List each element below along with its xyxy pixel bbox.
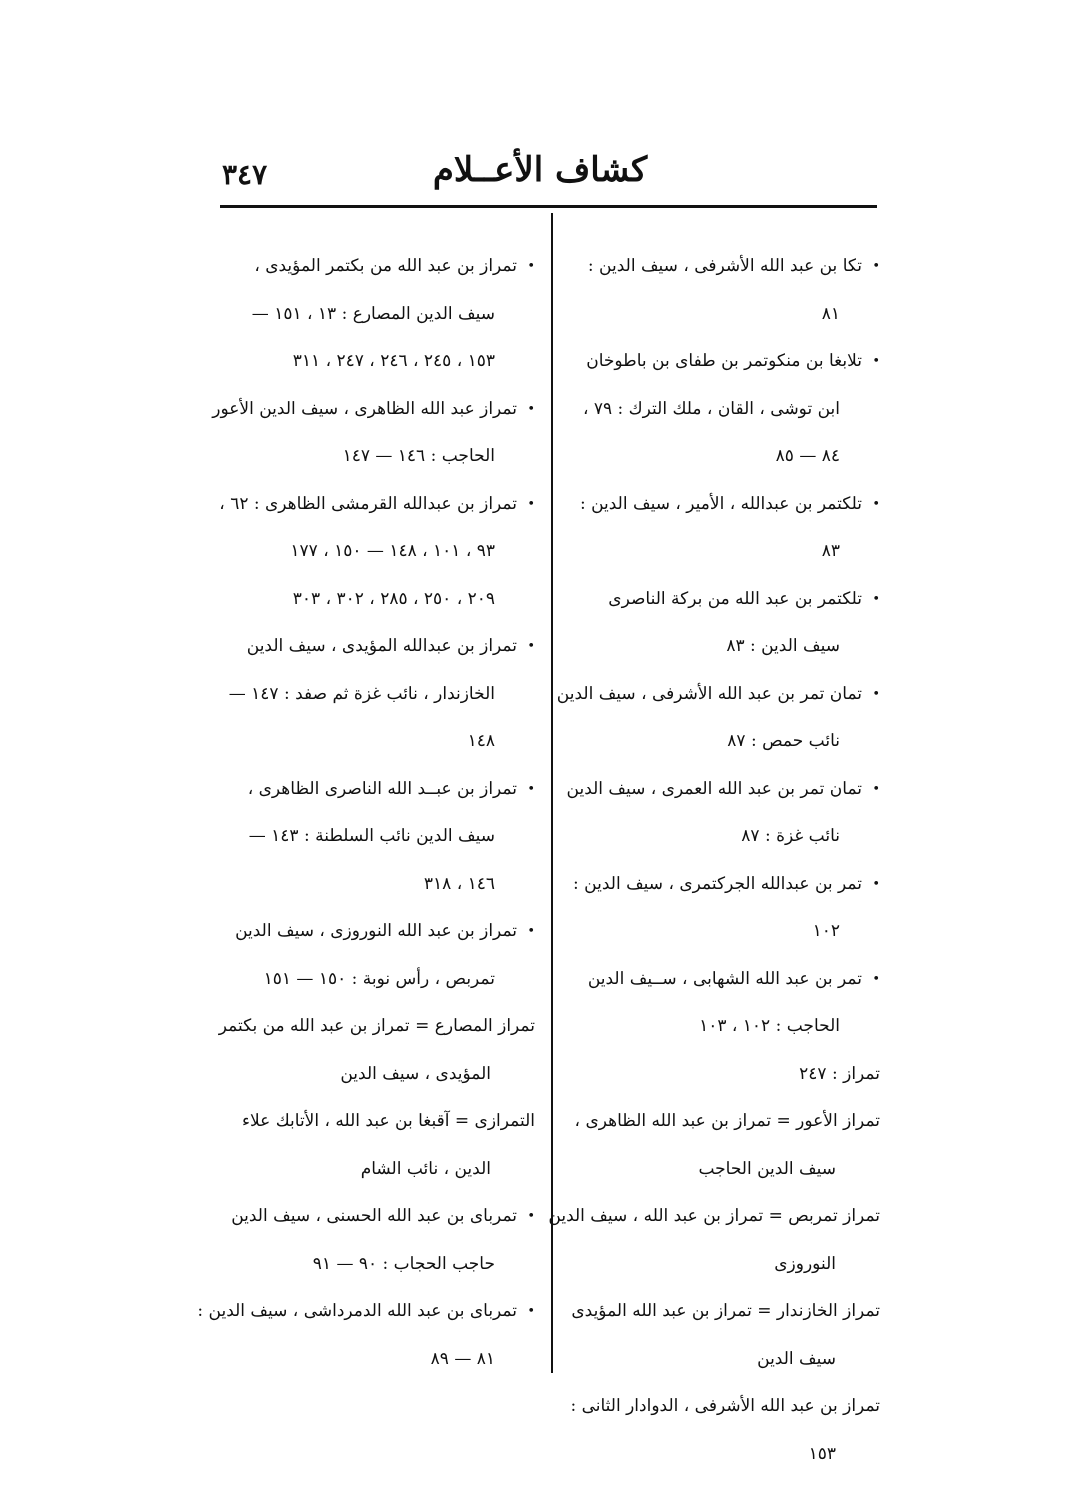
- entry-heading: تمرباى بن عبد الله الدمرداشى ، سيف الدين :: [197, 1301, 517, 1321]
- entry-heading: تلكتمر بن عبد الله من بركة الناصرى: [608, 588, 862, 609]
- index-entry: [556, 671, 880, 766]
- entry-heading: تمراز : ٢٤٧: [799, 1063, 880, 1084]
- entry-continuation: سيف الدين نائب السلطنة : ١٤٣ —: [248, 826, 495, 846]
- index-entry: [225, 766, 535, 909]
- entry-heading: تمراز بن عبد الله من بكتمر المؤيدى ،: [254, 256, 517, 276]
- bullet-icon: •: [872, 354, 880, 369]
- entry-continuation: النوروزى: [774, 1253, 836, 1274]
- index-entry: [575, 1051, 880, 1099]
- entry-heading: تمراز بن عبدالله المؤيدى ، سيف الدين: [246, 636, 517, 656]
- entry-continuation: ١٤٦ ، ٣١٨: [423, 873, 495, 894]
- entry-continuation: سيف الدين : ٨٣: [726, 636, 840, 656]
- entry-continuation: نائب غزة : ٨٧: [741, 826, 840, 846]
- entry-continuation: المؤيدى ، سيف الدين: [340, 1063, 491, 1084]
- entry-heading: تمراز بن عبد الله الأشرفى ، الدوادار الثانى :: [570, 1396, 880, 1416]
- entry-heading: تمراز عبد الله الظاهرى ، سيف الدين الأعور: [212, 398, 517, 419]
- index-entry: [575, 338, 880, 481]
- entry-continuation: ٨٣: [821, 541, 840, 561]
- entry-continuation: تمربص ، رأس نوبة : ١٥٠ — ١٥١: [263, 968, 495, 989]
- entry-heading: تمان تمر بن عبد الله الأشرفى ، سيف الدين: [556, 683, 862, 704]
- bullet-icon: •: [872, 781, 880, 797]
- entry-heading: تمان تمر بن عبد الله العمرى ، سيف الدين: [566, 778, 862, 799]
- entry-heading: تمراز الخازندار = تمراز بن عبد الله المؤيدى: [571, 1301, 880, 1321]
- entry-heading: تمرباى بن عبد الله الحسنى ، سيف الدين: [231, 1206, 517, 1226]
- index-entry: [570, 1383, 880, 1478]
- index-entry: [575, 243, 880, 338]
- index-entry: [575, 956, 880, 1051]
- entry-heading: تمراز تمربص = تمراز بن عبد الله ، سيف الدين: [548, 1206, 880, 1226]
- entry-heading: تمراز بن عبــد الله الناصرى الظاهرى ،: [247, 778, 517, 799]
- page-title: كشاف الأعــلام: [432, 150, 648, 190]
- index-entry: [575, 576, 880, 671]
- bullet-icon: •: [527, 401, 535, 417]
- bullet-icon: •: [872, 971, 880, 987]
- bullet-icon: •: [872, 496, 880, 512]
- index-entry: [225, 908, 535, 1003]
- entry-continuation: ٢٠٩ ، ٢٥٠ ، ٢٨٥ ، ٣٠٢ ، ٣٠٣: [292, 588, 495, 609]
- index-entry: [197, 1288, 535, 1383]
- bullet-icon: •: [872, 686, 880, 702]
- index-entry: [575, 1098, 880, 1193]
- entry-continuation: ٨١: [821, 303, 840, 324]
- entry-continuation: الخازندار ، نائب غزة ثم صفد : ١٤٧ —: [228, 683, 495, 704]
- index-entry: [225, 1098, 535, 1193]
- index-entry: [212, 386, 535, 481]
- entry-continuation: سيف الدين: [757, 1348, 836, 1369]
- entry-continuation: ابن توشى ، القان ، ملك الترك : ٧٩ ،: [582, 398, 840, 419]
- entry-heading: تكا بن عبد الله الأشرفى ، سيف الدين :: [587, 256, 862, 276]
- index-entry: [218, 1003, 535, 1098]
- index-entry: [225, 623, 535, 766]
- entry-heading: تلابغا بن منكوتمر بن طفاى بن باطوخان: [586, 351, 862, 371]
- bullet-icon: •: [527, 924, 535, 939]
- entry-continuation: ١٤٨: [467, 731, 495, 751]
- entry-heading: تمراز المصارع = تمراز بن عبد الله من بكتمر: [218, 1016, 535, 1036]
- entry-heading: التمرازى = آقبغا بن عبد الله ، الأتابك علاء: [242, 1111, 535, 1131]
- entry-continuation: ١٠٢: [812, 921, 840, 941]
- index-column-left: [197, 243, 535, 1383]
- index-entry: [219, 481, 535, 624]
- bullet-icon: •: [872, 259, 880, 274]
- entry-continuation: سيف الدين الحاجب: [698, 1158, 836, 1179]
- entry-continuation: نائب حمص : ٨٧: [727, 731, 840, 751]
- index-entry: [571, 1288, 880, 1383]
- entry-heading: تلكتمر بن عبدالله ، الأمير ، سيف الدين :: [579, 493, 862, 514]
- entry-continuation: الحاجب : ١٠٢ ، ١٠٣: [699, 1016, 840, 1036]
- entry-continuation: الدين ، نائب الشام: [360, 1158, 491, 1179]
- entry-heading: تمراز الأعور = تمراز بن عبد الله الظاهرى ،: [574, 1111, 880, 1131]
- index-entry: [566, 766, 880, 861]
- entry-continuation: ٨٤ — ٨٥: [775, 446, 840, 466]
- entry-continuation: سيف الدين المصارع : ١٣ ، ١٥١ —: [251, 303, 495, 324]
- bullet-icon: •: [527, 1304, 535, 1319]
- entry-continuation: ٨١ — ٨٩: [430, 1348, 495, 1369]
- bullet-icon: •: [872, 876, 880, 892]
- bullet-icon: •: [527, 496, 535, 512]
- index-entry: [575, 481, 880, 576]
- entry-continuation: ٩٣ ، ١٠١ ، ١٤٨ — ١٥٠ ، ١٧٧: [290, 541, 495, 561]
- header-rule: [220, 205, 877, 208]
- page-number: ٣٤٧: [222, 158, 268, 191]
- entry-heading: تمر بن عبد الله الشهابى ، ســيف الدين: [587, 968, 862, 989]
- bullet-icon: •: [872, 591, 880, 607]
- bullet-icon: •: [527, 781, 535, 797]
- index-column-right: [548, 243, 880, 1478]
- entry-heading: تمراز بن عبدالله القرمشى الظاهرى : ٦٢ ،: [219, 493, 517, 514]
- entry-continuation: ١٥٣: [808, 1443, 836, 1464]
- bullet-icon: •: [527, 639, 535, 654]
- entry-continuation: ١٥٣ ، ٢٤٥ ، ٢٤٦ ، ٢٤٧ ، ٣١١: [292, 351, 495, 371]
- entry-continuation: الحاجب : ١٤٦ — ١٤٧: [342, 446, 495, 466]
- entry-heading: تمر بن عبدالله الجركتمرى ، سيف الدين :: [573, 873, 862, 894]
- index-entry: [225, 1193, 535, 1288]
- entry-continuation: حاجب الحجاب : ٩٠ — ٩١: [312, 1253, 495, 1274]
- bullet-icon: •: [527, 1209, 535, 1224]
- index-entry: [548, 1193, 880, 1288]
- index-entry: [575, 861, 880, 956]
- index-entry: [225, 243, 535, 386]
- entry-heading: تمراز بن عبد الله النوروزى ، سيف الدين: [235, 921, 517, 941]
- bullet-icon: •: [527, 259, 535, 274]
